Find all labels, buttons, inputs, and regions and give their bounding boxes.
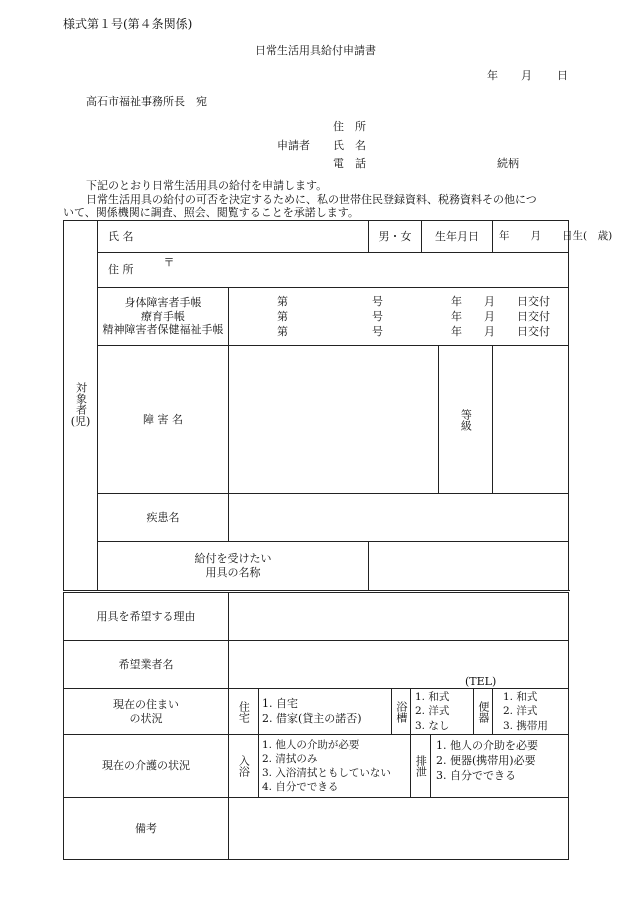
house-type-label: 住宅 xyxy=(229,689,259,735)
vendor-label: 希望業者名 xyxy=(64,641,229,689)
page-title: 日常生活用具給付申請書 xyxy=(255,44,376,57)
excretion-cell xyxy=(411,735,569,798)
intro-line-1: 下記のとおり日常生活用具の給付を申請します。 xyxy=(86,179,328,192)
applicant-phone-label: 電 話 xyxy=(333,157,366,170)
toilet-type-label: 便器 xyxy=(474,689,493,735)
disability-label: 障 害 名 xyxy=(98,346,229,494)
remarks-field[interactable] xyxy=(229,798,569,860)
applicant-relation-label: 続柄 xyxy=(497,157,519,170)
addressee: 高石市福祉事務所長 宛 xyxy=(86,95,207,108)
remarks-label: 備考 xyxy=(64,798,229,860)
birth-label: 生年月日 xyxy=(422,221,493,253)
bathing-options[interactable]: 1. 他人の介助が必要 2. 清拭のみ 3. 入浴清拭ともしていない 4. 自分でできる xyxy=(259,735,411,798)
applicant-name-label: 氏 名 xyxy=(333,139,366,152)
intro-line-3: いて、関係機関に調査、照会、閲覧することを承諾します。 xyxy=(63,206,359,219)
disease-label: 疾患名 xyxy=(98,494,229,542)
subject-side-label: 対象者 (児) xyxy=(64,221,98,591)
handbook-numbers[interactable]: 第 号 年 月 日交付 第 号 年 月 日交付 第 号 年 月 日交付 xyxy=(229,288,569,346)
subject-address-cell[interactable]: 住 所 〒 xyxy=(98,253,569,288)
application-form-table xyxy=(63,220,613,591)
date-month-label: 月 xyxy=(521,69,532,82)
care-label: 現在の介護の状況 xyxy=(64,735,229,798)
grade-field[interactable] xyxy=(493,346,569,494)
postal-mark: 〒 xyxy=(163,256,175,270)
date-year-label: 年 xyxy=(487,69,498,82)
equipment-name-field[interactable] xyxy=(369,542,569,591)
vendor-field[interactable] xyxy=(229,641,569,689)
toilet-type-options[interactable]: 1. 和式 2. 洋式 3. 携帯用 xyxy=(493,689,569,735)
housing-label: 現在の住まい の状況 xyxy=(64,689,229,735)
birth-date-field[interactable]: 年 月 日生( 歳) xyxy=(493,221,569,253)
grade-label: 等級 xyxy=(439,346,493,494)
sex-select[interactable]: 男・女 xyxy=(369,221,422,253)
applicant-label: 申請者 xyxy=(277,139,310,152)
application-form-lower xyxy=(63,592,569,860)
intro-line-2: 日常生活用具の給付の可否を決定するために、私の世帯住民登録資料、税務資料その他につ xyxy=(86,193,537,206)
house-type-options[interactable]: 1. 自宅 2. 借家(貸主の諾否) xyxy=(259,689,392,735)
disease-field[interactable] xyxy=(229,494,569,542)
bath-type-options[interactable]: 1. 和式 2. 洋式 3. なし xyxy=(411,689,474,735)
date-day-label: 日 xyxy=(557,69,568,82)
handbook-labels: 身体障害者手帳 療育手帳 精神障害者保健福祉手帳 xyxy=(98,288,229,346)
excretion-options[interactable]: 1. 他人の介助を必要 2. 便器(携帯用)必要 3. 自分でできる xyxy=(436,739,538,782)
equipment-name-label: 給付を受けたい 用具の名称 xyxy=(98,542,369,591)
excretion-label: 排泄 xyxy=(411,735,431,797)
bath-type-label: 浴槽 xyxy=(392,689,411,735)
disability-field[interactable] xyxy=(229,346,439,494)
tel-label: (TEL) xyxy=(465,675,497,688)
subject-name-cell[interactable]: 氏 名 xyxy=(98,221,369,253)
form-number: 様式第１号(第４条関係) xyxy=(63,17,193,31)
reason-field[interactable] xyxy=(229,593,569,641)
reason-label: 用具を希望する理由 xyxy=(64,593,229,641)
bathing-label: 入浴 xyxy=(229,735,259,798)
applicant-address-label: 住 所 xyxy=(333,120,366,133)
